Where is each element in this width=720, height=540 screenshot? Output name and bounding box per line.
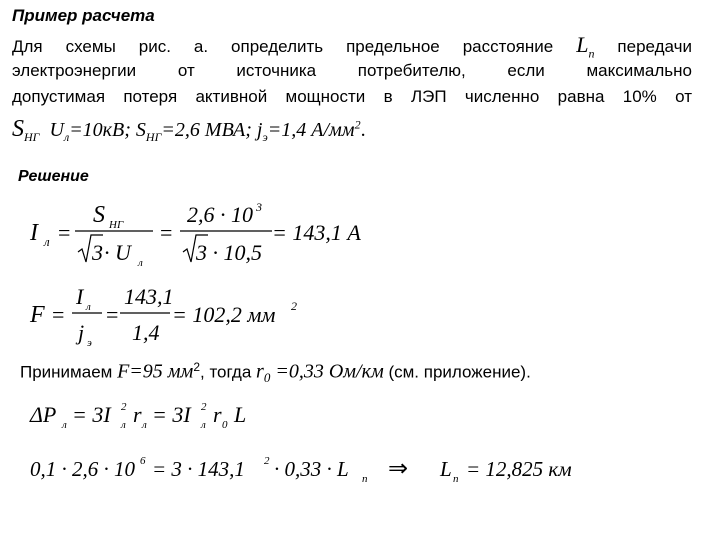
svg-text:S: S <box>93 202 105 228</box>
svg-text:0,1 · 2,6 · 10: 0,1 · 2,6 · 10 <box>30 457 135 481</box>
svg-text:0: 0 <box>222 419 228 431</box>
formula-section <box>29 284 297 349</box>
svg-text:л: л <box>138 257 143 269</box>
svg-text:6: 6 <box>140 455 146 467</box>
svg-text:= 3 · 143,1: = 3 · 143,1 <box>152 457 245 481</box>
svg-text:3: 3 <box>256 200 262 214</box>
svg-text:I: I <box>76 284 84 309</box>
svg-text:2,6 · 10: 2,6 · 10 <box>187 202 253 227</box>
svg-text:л: л <box>44 234 50 249</box>
svg-text:j: j <box>78 320 85 345</box>
svg-text:= 3I: = 3I <box>72 402 111 427</box>
svg-text:r: r <box>213 402 222 427</box>
svg-text:F: F <box>30 302 45 328</box>
svg-text:п: п <box>453 473 459 485</box>
svg-text:L: L <box>440 457 452 481</box>
svg-text:ΔP: ΔP <box>30 402 57 427</box>
svg-text:л: л <box>62 419 67 431</box>
svg-text:r: r <box>133 402 142 427</box>
svg-text:= 143,1 А: = 143,1 А <box>272 220 361 245</box>
svg-text:143,1: 143,1 <box>124 284 174 309</box>
svg-text:L: L <box>234 402 247 427</box>
svg-text:2: 2 <box>291 299 297 313</box>
svg-text:э: э <box>87 337 92 349</box>
svg-text:I: I <box>30 220 38 246</box>
svg-text:л: л <box>142 419 147 431</box>
problem-line-2: электроэнергии от источника потребителю, если максимально <box>12 61 692 80</box>
svg-text:2: 2 <box>201 401 207 413</box>
svg-text:п: п <box>362 473 368 485</box>
svg-text:л: л <box>121 419 126 431</box>
formula-power-loss <box>29 401 246 431</box>
formula-current <box>29 200 361 269</box>
svg-text:л: л <box>86 301 91 313</box>
svg-text:= 3I: = 3I <box>152 402 191 427</box>
problem-line-3: допустимая потеря активной мощности в ЛЭП численно равна 10% от <box>12 87 692 106</box>
problem-line-4: $S_{НГ}$ $U_л=10кВ$; $S_{НГ}=2,6$ МВА; $j_э=1,4$ $А/мм^2$. <box>12 116 366 144</box>
formula-final <box>30 454 572 485</box>
svg-text:=: = <box>52 302 65 327</box>
svg-text:· 0,33 · L: · 0,33 · L <box>274 457 349 481</box>
svg-text:=: = <box>106 302 119 327</box>
svg-text:= 102,2 мм: = 102,2 мм <box>172 302 276 327</box>
svg-text:= 12,825 км: = 12,825 км <box>466 457 572 481</box>
svg-text:2: 2 <box>264 455 270 467</box>
solution-label: Решение <box>18 168 89 185</box>
accept-line: Принимаем F=95 $мм^2$, тогда $r_0 =0,33$ Ом/км (см. приложение). <box>20 360 531 386</box>
svg-text:НГ: НГ <box>109 219 124 231</box>
problem-line-1-tail: передачи <box>617 37 692 56</box>
svg-text:=: = <box>58 220 71 245</box>
example-heading: Пример расчета <box>12 6 155 25</box>
svg-text:=: = <box>160 220 173 245</box>
svg-text:л: л <box>201 419 206 431</box>
svg-text:1,4: 1,4 <box>132 320 160 345</box>
svg-text:3 · 10,5: 3 · 10,5 <box>196 240 262 265</box>
svg-text:3: 3 <box>92 240 103 265</box>
distance-symbol: $L_п$ <box>576 32 595 61</box>
svg-text:· U: · U <box>104 240 131 265</box>
problem-line-1-text: Для схемы рис. а. определить предельное расстояние <box>12 37 554 56</box>
svg-text:⇒: ⇒ <box>388 454 409 482</box>
svg-text:2: 2 <box>121 401 127 413</box>
